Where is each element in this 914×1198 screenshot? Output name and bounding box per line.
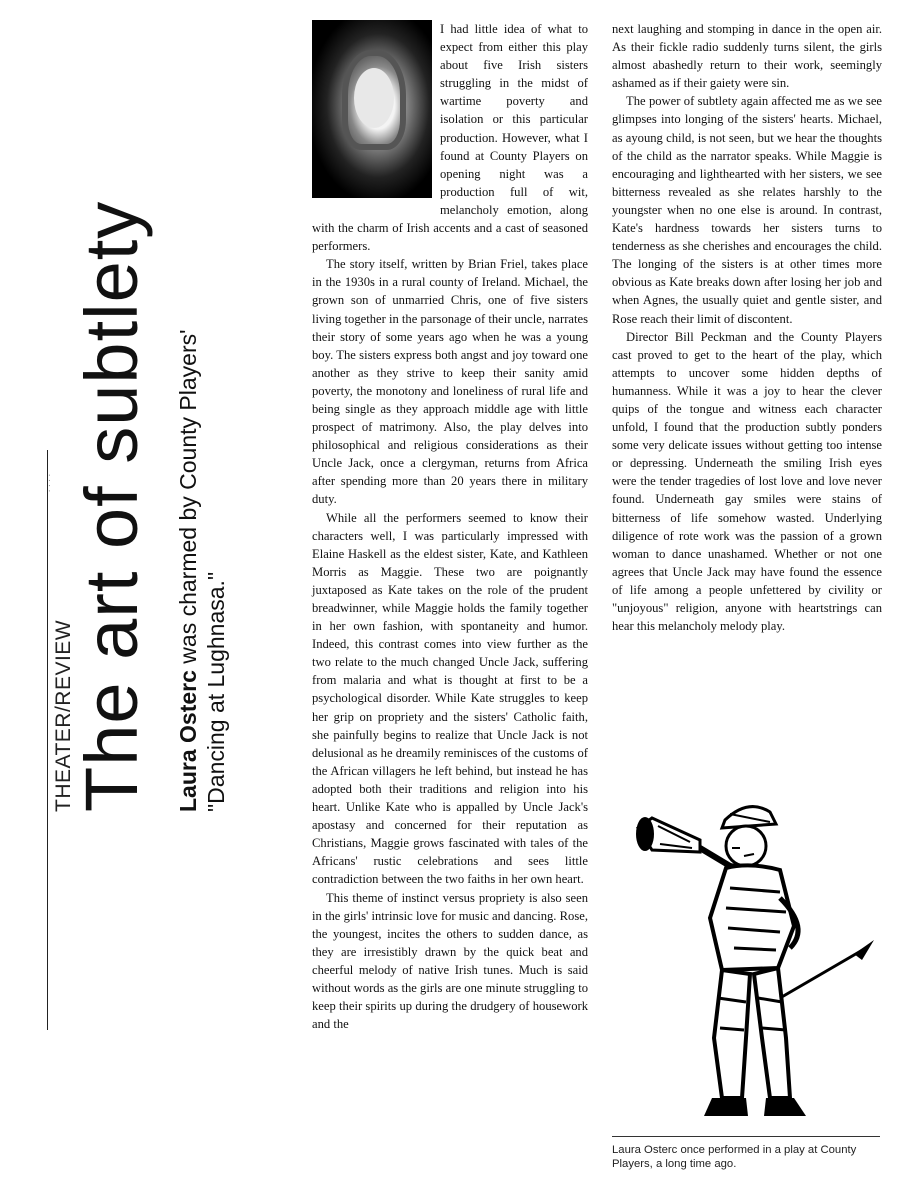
paragraph: Director Bill Peckman and the County Players cast proved to get to the heart of the play, which attempts to uncover some hidden depths of humanness. While it was a joy to hear the clever quips of the tongue and witness each character unfold, I found that the production subtly ponders some very delicate issues without getting too intense or depressing. Underneath the smiling Irish eyes were the tender tragedies of lost love and love never found. Underneath gay smiles were stains of bitterness of life somehow wasted. Underlying diligence of rote work was the passion of a grown woman to dance unashamed. Whether or not one agrees that Uncle Jack may have found the essence of life among a people unfettered by civility or "unjoyous" religion, anyone with heartstrings can hear this melancholy melody play. bbox=[612, 329, 882, 634]
page-title: The art of subtlety bbox=[70, 200, 153, 812]
section-label: THEATER/REVIEW bbox=[52, 619, 75, 812]
author-photo-icon bbox=[312, 20, 432, 198]
caption-rule bbox=[612, 1136, 880, 1137]
deck-line-1 bbox=[175, 330, 202, 813]
paragraph: next laughing and stomping in dance in the open air. As their fickle radio suddenly turns silent, the girls almost abashedly return to their work, seemingly ashamed as if their gaiety were sin. bbox=[612, 22, 882, 91]
article-column-2 bbox=[612, 20, 882, 635]
margin-marks: · · · · bbox=[44, 473, 55, 493]
photo-face bbox=[354, 68, 394, 128]
paragraph: This theme of instinct versus propriety is also seen in the girls' intrinsic love for music and dancing. Rose, the youngest, incites the others to sudden dance, as they are irresistibly drawn by the quick beat and cheerful melody of native Irish tunes. Much is said without words as the girls are one minute struggling to keep their spirits up during the drudgery of housework and the bbox=[312, 890, 588, 1032]
deck-text: was charmed by County Players' bbox=[175, 329, 201, 671]
paragraph: While all the performers seemed to know their characters well, I was particularly impressed with Elaine Haskell as the eldest sister, Kate, and Kathleen Morris as Maggie. These two are poignantly juxtaposed as Kate takes on the role of the prudent breadwinner, while Maggie holds the family together in her own fashion, with spontaneity and humor. Indeed, this contrast comes into view further as the two relate to the much changed Uncle Jack, suffering from malaria and what is thought at first to be a psychological disorder. While Kate struggles to keep her grip on propriety and the sisters' Catholic faith, she painfully begins to realize that Uncle Jack is not delusional as he dreamily reminisces of the customs of the African villagers he left behind, but instead he has adopted both their traditions and religion into his heart. Unlike Kate who is appalled by Uncle Jack's apostasy and concerned for their reputation as Christians, Maggie grows fascinated with tales of the Africans' rustic celebrations and sees little contradiction between the two faiths in her own heart. bbox=[312, 510, 588, 887]
author-name: Laura Osterc bbox=[175, 670, 201, 812]
paragraph: The power of subtlety again affected me as we see glimpses into longing of the sisters' hearts. Michael, as ayoung child, is not seen, but we hear the thoughts of the child as the narrator speaks. While Maggie is encouraging and lighthearted with her sisters, we see bitterness revealed as she relates harshly to the youngster when no one else is around. In contrast, Kate's hardness towards her sisters turns to tenderness as she cherishes and encourages the child. The longing of the sisters is at other times more obvious as Kate breaks down after losing her job and when Agnes, the usually quiet and gentle sister, and Rose reach their limit of discontent. bbox=[612, 94, 882, 326]
headline-rule bbox=[47, 450, 48, 1030]
paragraph: The story itself, written by Brian Friel, takes place in the 1930s in a rural county of Ireland. Michael, the grown son of unmarried Chris, one of five sisters living together in the parsonage of their uncle, narrates their story of some years ago when he was a young boy. The sisters express both angst and joy toward one another as they strive to keep their sanity amid poverty, the monotony and loneliness of rural life and being single as they approach middle age with little prospect of matrimony. Also, the play delves into philosophical and religious considerations as their Uncle Jack, once a clergyman, returns from Africa after spending more than 20 years there in military duty. bbox=[312, 257, 588, 507]
photo-caption: Laura Osterc once performed in a play at County Players, a long time ago. bbox=[612, 1144, 857, 1170]
megaphone-man-illustration-icon bbox=[630, 798, 890, 1128]
article-column-1 bbox=[312, 20, 588, 1033]
paragraph: I had little idea of what to expect from either this play about five Irish sisters struggling in the midst of wartime poverty and isolation or this particular production. However, what I found at County Players on opening night was a production full of wit, melancholy emotion, along with the charm of Irish accents and a cast of seasoned performers. bbox=[312, 22, 588, 254]
deck-line-2: "Dancing at Lughnasa." bbox=[203, 571, 229, 812]
